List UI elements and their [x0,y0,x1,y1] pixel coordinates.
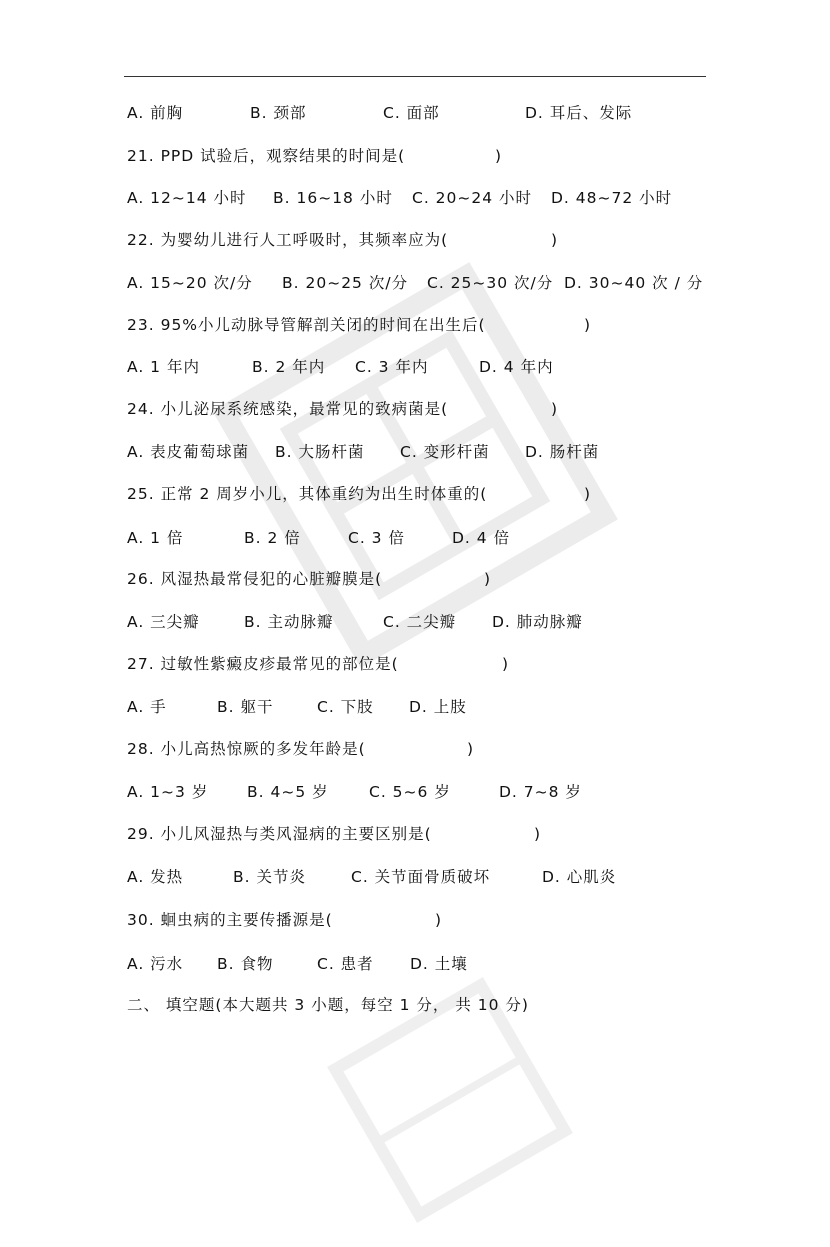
q28-options [127,781,582,803]
option-d[interactable]: D. 7~8 岁 [499,783,582,801]
option-a[interactable]: A. 1 倍 [127,529,184,547]
option-a[interactable]: A. 污水 [127,955,184,973]
answer-close-paren: ) [534,825,542,843]
option-b[interactable]: B. 大肠杆菌 [275,443,365,461]
q25-options [127,527,511,549]
answer-close-paren: ) [467,740,475,758]
option-c[interactable]: C. 二尖瓣 [383,613,457,631]
question-30 [127,909,443,931]
option-c[interactable]: C. 20~24 小时 [412,189,533,207]
header-rule [124,76,706,77]
option-d[interactable]: D. 4 倍 [452,529,511,547]
q24-options [127,441,600,463]
section-2-title: 二、 填空题(本大题共 3 小题，每空 1 分， 共 10 分) [127,996,529,1014]
question-27 [127,653,510,675]
answer-close-paren: ) [502,655,510,673]
question-28 [127,738,475,760]
q27-options [127,696,467,718]
question-text: 23. 95%小儿动脉导管解剖关闭的时间在出生后( [127,316,486,334]
question-26 [127,568,492,590]
answer-close-paren: ) [484,570,492,588]
option-c[interactable]: C. 变形杆菌 [400,443,490,461]
option-c[interactable]: C. 面部 [383,104,440,122]
option-b[interactable]: B. 食物 [217,955,274,973]
q21-options [127,187,673,209]
option-b[interactable]: B. 躯干 [217,698,274,716]
question-29 [127,823,542,845]
option-d[interactable]: D. 土壤 [410,955,468,973]
question-text: 25. 正常 2 周岁小儿，其体重约为出生时体重的( [127,485,488,503]
option-a[interactable]: A. 15~20 次/分 [127,274,253,292]
option-d[interactable]: D. 4 年内 [479,358,554,376]
question-text: 28. 小儿高热惊厥的多发年龄是( [127,740,366,758]
question-text: 22. 为婴幼儿进行人工呼吸时，其频率应为( [127,231,449,249]
question-text: 29. 小儿风湿热与类风湿病的主要区别是( [127,825,432,843]
q26-options [127,611,583,633]
option-b[interactable]: B. 20~25 次/分 [282,274,409,292]
option-d[interactable]: D. 30~40 次 / 分 [564,274,704,292]
question-text: 24. 小儿泌尿系统感染，最常见的致病菌是( [127,400,449,418]
q23-options [127,356,554,378]
answer-close-paren: ) [584,316,592,334]
option-a[interactable]: A. 1~3 岁 [127,783,209,801]
question-22 [127,229,559,251]
option-d[interactable]: D. 48~72 小时 [551,189,673,207]
option-c[interactable]: C. 3 年内 [355,358,429,376]
answer-close-paren: ) [435,911,443,929]
question-21 [127,145,503,167]
option-c[interactable]: C. 3 倍 [348,529,405,547]
option-a[interactable]: A. 前胸 [127,104,184,122]
answer-close-paren: ) [551,231,559,249]
option-a[interactable]: A. 表皮葡萄球菌 [127,443,250,461]
q20-options [127,102,633,124]
option-d[interactable]: D. 肠杆菌 [525,443,600,461]
option-c[interactable]: C. 下肢 [317,698,374,716]
option-b[interactable]: B. 颈部 [250,104,307,122]
option-d[interactable]: D. 上肢 [409,698,467,716]
option-d[interactable]: D. 肺动脉瓣 [492,613,583,631]
option-c[interactable]: C. 患者 [317,955,374,973]
answer-close-paren: ) [495,147,503,165]
question-text: 21. PPD 试验后，观察结果的时间是( [127,147,406,165]
question-text: 27. 过敏性紫癜皮疹最常见的部位是( [127,655,399,673]
option-b[interactable]: B. 4~5 岁 [247,783,329,801]
option-b[interactable]: B. 关节炎 [233,868,306,886]
q30-options [127,953,468,975]
option-c[interactable]: C. 25~30 次/分 [427,274,554,292]
option-b[interactable]: B. 2 倍 [244,529,301,547]
q22-options [127,272,704,294]
question-24 [127,398,559,420]
option-b[interactable]: B. 16~18 小时 [273,189,393,207]
option-d[interactable]: D. 心肌炎 [542,868,617,886]
option-a[interactable]: A. 12~14 小时 [127,189,247,207]
option-b[interactable]: B. 主动脉瓣 [244,613,334,631]
option-b[interactable]: B. 2 年内 [252,358,326,376]
option-a[interactable]: A. 1 年内 [127,358,200,376]
question-25 [127,483,592,505]
question-text: 30. 蛔虫病的主要传播源是( [127,911,333,929]
question-23 [127,314,592,336]
answer-close-paren: ) [551,400,559,418]
section-heading [127,994,529,1016]
question-text: 26. 风湿热最常侵犯的心脏瓣膜是( [127,570,383,588]
option-a[interactable]: A. 发热 [127,868,184,886]
q29-options [127,866,617,888]
option-c[interactable]: C. 5~6 岁 [369,783,451,801]
option-a[interactable]: A. 三尖瓣 [127,613,200,631]
option-a[interactable]: A. 手 [127,698,167,716]
option-c[interactable]: C. 关节面骨质破坏 [351,868,491,886]
answer-close-paren: ) [584,485,592,503]
option-d[interactable]: D. 耳后、发际 [525,104,633,122]
